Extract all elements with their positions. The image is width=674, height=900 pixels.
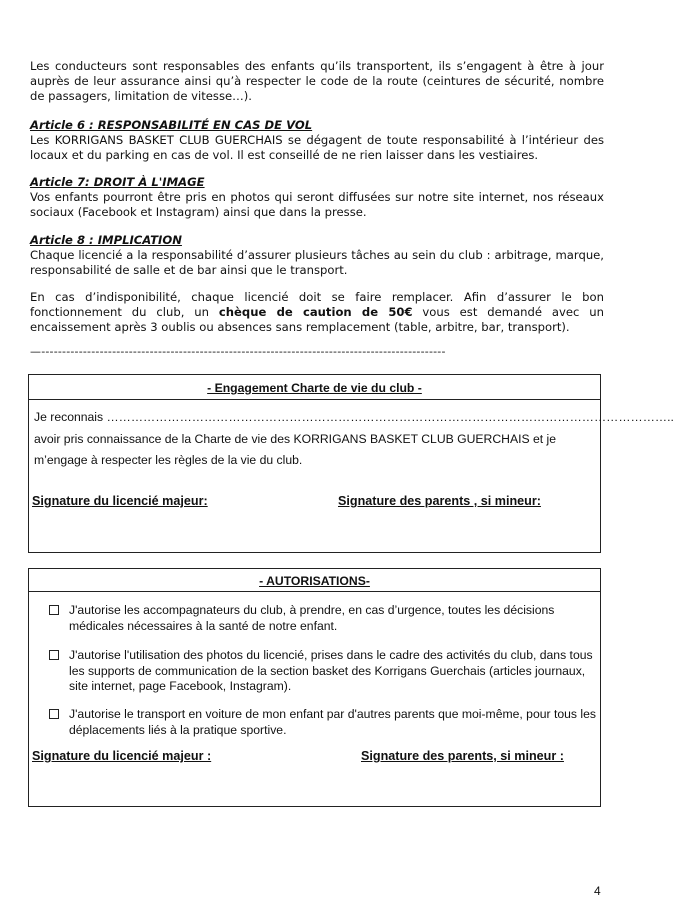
checkbox-photos[interactable]	[49, 650, 59, 660]
caution-text-before: En cas d’indisponibilité, chaque licencié doit se faire remplacer. Afin d’assurer le bon fonctionnement du club, un	[30, 290, 604, 319]
autorisation-text-urgence: J'autorise les accompagnateurs du club, à prendre, en cas d’urgence, toutes les décisions médicales nécessaires à la santé de notre enfant.	[69, 603, 555, 633]
engagement-line-reconnais: Je reconnais …………………………………………………………………………………………………………………………..	[34, 410, 674, 424]
page-number: 4	[594, 884, 601, 898]
engagement-box	[28, 374, 674, 553]
autorisations-title: - AUTORISATIONS-	[259, 574, 370, 588]
engagement-title: - Engagement Charte de vie du club -	[207, 381, 422, 395]
article-8-caution-paragraph	[30, 290, 604, 335]
intro-paragraph: Les conducteurs sont responsables des enfants qu’ils transportent, ils s’engagent à être à jour auprès de leur assurance ainsi qu’à respecter le code de la route (ceintures de sécurité, nombre de passagers, limitation de vitesse…).	[30, 59, 604, 103]
article-8	[30, 233, 604, 278]
engagement-signature-licencie: Signature du licencié majeur:	[32, 494, 208, 508]
engagement-line-charte: avoir pris connaissance de la Charte de vie des KORRIGANS BASKET CLUB GUERCHAIS et je	[34, 432, 557, 446]
autorisation-text-photos: J'autorise l'utilisation des photos du licencié, prises dans le cadre des activités du club, dans tous les supports de communication de la section basket des Korrigans Guerchais (articles journaux, site internet, page Facebook, Instagram).	[69, 648, 593, 693]
engagement-signature-parents: Signature des parents , si mineur:	[338, 494, 541, 508]
article-7-title: Article 7: DROIT À L'IMAGE	[30, 175, 205, 189]
article-7	[30, 175, 604, 220]
caution-text-after: vous est demandé avec un encaissement après 3 oublis ou absences sans remplacement (table, arbitre, bar, transport).	[30, 305, 604, 334]
engagement-divider	[29, 399, 600, 400]
article-6-body: Les KORRIGANS BASKET CLUB GUERCHAIS se dégagent de toute responsabilité à l’intérieur des locaux et du parking en cas de vol. Il est conseillé de ne rien laisser dans les vestiaires.	[30, 133, 604, 162]
autorisations-signature-parents: Signature des parents, si mineur :	[361, 749, 564, 763]
autorisations-signature-licencie: Signature du licencié majeur :	[32, 749, 212, 763]
checkbox-transport[interactable]	[49, 709, 59, 719]
autorisations-box	[28, 568, 601, 807]
engagement-line-regles: m’engage à respecter les règles de la vie du club.	[34, 453, 303, 467]
cut-line-separator: —-------------------------------------------------------------------------------------------------	[30, 345, 446, 358]
autorisations-divider	[29, 591, 600, 592]
article-6	[30, 118, 604, 163]
article-8-body: Chaque licencié a la responsabilité d’assurer plusieurs tâches au sein du club : arbitrage, marque, responsabilité de salle et de bar ainsi que le transport.	[30, 248, 604, 277]
article-6-title: Article 6 : RESPONSABILITÉ EN CAS DE VOL	[30, 118, 313, 132]
caution-amount: chèque de caution de 50€	[218, 305, 413, 319]
checkbox-urgence[interactable]	[49, 605, 59, 615]
article-8-title: Article 8 : IMPLICATION	[30, 233, 182, 247]
autorisation-text-transport: J'autorise le transport en voiture de mon enfant par d'autres parents que moi-même, pour tous les déplacements liés à la pratique sportive.	[69, 707, 596, 737]
article-7-body: Vos enfants pourront être pris en photos qui seront diffusées sur notre site internet, nos réseaux sociaux (Facebook et Instagram) ainsi que dans la presse.	[30, 190, 604, 219]
